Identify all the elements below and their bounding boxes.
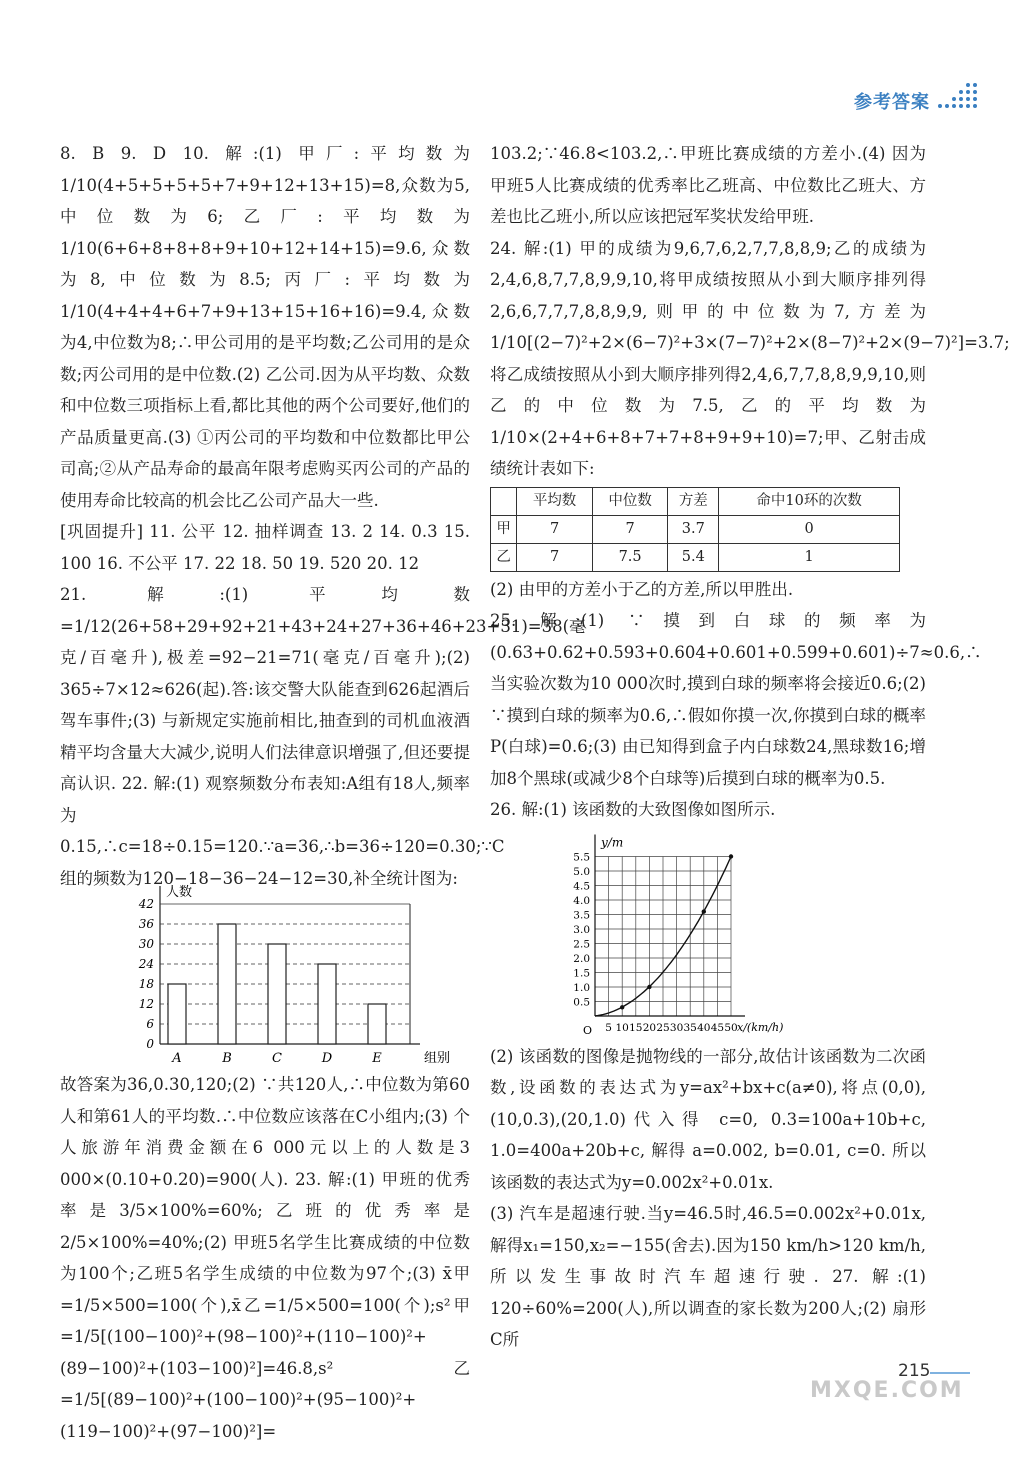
y-tick-label: 5.0 (573, 865, 590, 878)
score-table (490, 487, 900, 572)
table-header: 命中10环的次数 (719, 487, 900, 515)
y-tick-label: 24 (138, 957, 154, 971)
x-tick-label: 15 (629, 1021, 643, 1034)
page-number-rule (930, 1372, 970, 1374)
answer-22-23: 故答案为36,0.30,120;(2) ∵共120人,∴中位数为第60人和第61人的平均数.∴中位数应该落在C小组内;(3) 个人旅游年消费金额在6 000元以上的人数是3 000×(0.10+0.20)=900(人). 23. 解:(1) 甲班的优秀率是3/5×100%=60%;乙班的优秀率是2/5×100%=40%;(2) 甲班5名学生比赛成绩的中位数为100个;乙班5名学生成绩的中位数为97个;(3) x̄甲=1/5×500=100(个),x̄乙=1/5×500=100(个);s²甲=1/5[(100−100)²+(98−100)²+(110−100)²+(89−100)²+(103−100)²]=46.8,s²乙=1/5[(89−100)²+(100−100)²+(95−100)²+(119−100)²+(97−100)²]= (60, 1075, 470, 1441)
y-tick-label: 3.5 (573, 909, 590, 921)
y-tick-label: 18 (138, 977, 154, 991)
answer-25: 25. 解:(1) ∵摸到白球的频率为(0.63+0.62+0.593+0.604+0.601+0.599+0.601)÷7≈0.6,∴当实验次数为10 000次时,摸到白球的频率将会接近0.6;(2) ∵摸到白球的频率为0.6,∴假如你摸一次,你摸到白球的概率P(白球)=0.6;(3) 由已知得到盒子内白球数24,黑球数16;增加8个黑球(或减少8个白球等)后摸到白球的概率为0.5. (490, 611, 982, 788)
answer-26-3-27: (3) 汽车是超速行驶.当y=46.5时,46.5=0.002x²+0.01x,解得x₁=150,x₂=−155(舍去).因为150 km/h>120 km/h,所以发生事故时汽车超速行驶. 27. 解:(1) 120÷60%=200(人),所以调查的家长数为200人;(2) 扇形C所 (490, 1204, 926, 1349)
x-tick-label: 30 (669, 1021, 684, 1034)
table-cell: 乙 (491, 543, 517, 571)
y-tick-label: 5.5 (573, 851, 590, 863)
bar-D (318, 964, 336, 1044)
table-cell: 7 (517, 543, 593, 571)
answer-8-10: 8. B 9. D 10. 解:(1) 甲厂:平均数为1/10(4+5+5+5+5+7+9+12+13+15)=8,众数为5,中位数为6;乙厂:平均数为1/10(6+6+8+8+8+9+10+12+14+15)=9.6,众数为8,中位数为8.5;丙厂:平均数为1/10(4+4+4+6+7+9+13+15+16+16)=9.4,众数为4,中位数为8;∴甲公司用的是平均数;乙公司用的是众数;丙公司用的是中位数.(2) 乙公司.因为从平均数、众数和中位数三项指标上看,都比其他的两个公司要好,他们的产品质量更高.(3) ①丙公司的平均数和中位数都比甲公司高;②从产品寿命的最高年限考虑购买丙公司的产品的使用寿命比较高的机会比乙公司产品大一些. (60, 144, 470, 510)
x-tick-label: 20 (642, 1021, 657, 1034)
header-dots-icon (934, 82, 982, 112)
x-tick-label: E (372, 1051, 382, 1066)
y-tick-label: 2.5 (573, 938, 590, 950)
table-cell: 7 (517, 515, 593, 543)
answer-24: 24. 解:(1) 甲的成绩为9,6,7,6,2,7,7,8,8,9;乙的成绩为2,4,6,8,7,7,8,9,9,10,将甲成绩按照从小到大顺序排列得2,6,6,7,7,7,8,8,9,9,则甲的中位数为7,方差为1/10[(2−7)²+2×(6−7)²+3×(7−7)²+2×(8−7)²+2×(9−7)²]=3.7;将乙成绩按照从小到大顺序排列得2,4,6,7,7,8,8,9,9,10,则乙的中位数为7.5,乙的平均数为1/10×(2+4+6+8+7+7+8+9+9+10)=7;甲、乙射击成绩统计表如下: (490, 238, 1010, 478)
watermark: MXQE.COM (810, 1378, 964, 1403)
answer-24-2: (2) 由甲的方差小于乙的方差,所以甲胜出. (490, 579, 794, 599)
y-tick-label: 6 (146, 1017, 154, 1031)
y-tick-label: 3.0 (573, 923, 590, 936)
right-column (490, 138, 1010, 1356)
header-title: 参考答案 (854, 92, 930, 113)
x-tick-label: 45 (710, 1021, 725, 1034)
x-tick-label: B (222, 1051, 232, 1066)
table-header: 方差 (668, 487, 719, 515)
x-tick-label: 50 (724, 1021, 738, 1034)
y-tick-label: 0 (146, 1037, 154, 1051)
table-row (491, 543, 900, 571)
table-cell: 1 (719, 543, 900, 571)
table-cell: 甲 (491, 515, 517, 543)
x-axis-label: 组别 (424, 1051, 451, 1066)
data-point (620, 1005, 624, 1009)
page-number: 215 (898, 1361, 931, 1381)
table-cell: 7.5 (592, 543, 668, 571)
table-header: 中位数 (592, 487, 668, 515)
x-tick-label: 25 (656, 1021, 670, 1034)
bar-E (368, 1004, 386, 1044)
table-cell: 7 (592, 515, 668, 543)
y-axis-label: y/m (601, 835, 624, 849)
y-tick-label: 36 (138, 917, 154, 931)
data-point (729, 854, 733, 858)
answer-26-2: (2) 该函数的图像是抛物线的一部分,故估计该函数为二次函数,设函数的表达式为y=ax²+bx+c(a≠0),将点(0,0),(10,0.3),(20,1.0)代入得 c=0, 0.3=100a+10b+c, 1.0=400a+20b+c, 解得 a=0.002, b=0.01, c=0. 所以该函数的表达式为y=0.002x²+0.01x. (490, 1046, 926, 1192)
origin-label: O (583, 1023, 593, 1037)
y-tick-label: 1.5 (573, 967, 590, 979)
line-chart (490, 826, 926, 1041)
x-tick-label: 10 (615, 1021, 629, 1034)
x-axis-label: x/(km/h) (737, 1020, 784, 1034)
table-header-row (491, 487, 900, 515)
bar-A (168, 984, 186, 1044)
y-tick-label: 12 (138, 997, 154, 1011)
x-tick-label: 5 (605, 1021, 612, 1034)
answer-21-22: 21. 解:(1) 平均数=1/12(26+58+29+92+21+43+24+27+36+46+23+31)=38(毫克/百毫升),极差=92−21=71(毫克/百毫升);(2) 365÷7×12≈626(起).答:该交警大队能查到626起酒后驾车事件;(3) 与新规定实施前相比,抽查到的司机血液酒精平均含量大大减少,说明人们法律意识增强了,但还要提高认识. 22. 解:(1) 观察频数分布表知:A组有18人,频率为0.15,∴c=18÷0.15=120.∵a=36,∴b=36÷120=0.30;∵C组的频数为120−18−36−24−12=30,补全统计图为: (60, 585, 586, 888)
y-tick-label: 4.5 (573, 880, 590, 892)
y-tick-label: 4.0 (573, 894, 590, 907)
x-tick-label: C (272, 1051, 282, 1066)
table-cell: 3.7 (668, 515, 719, 543)
x-tick-label: 35 (683, 1021, 697, 1034)
y-tick-label: 2.0 (573, 952, 590, 965)
y-tick-label: 30 (138, 937, 154, 951)
y-tick-label: 42 (138, 897, 154, 911)
y-tick-label: 1.0 (573, 981, 590, 994)
x-tick-label: 40 (697, 1021, 711, 1034)
bar-chart (60, 885, 470, 1069)
consolidation-answers: [巩固提升] 11. 公平 12. 抽样调查 13. 2 14. 0.3 15. 100 16. 不公平 17. 22 18. 50 19. 520 20. 12 (60, 522, 470, 573)
bar-C (268, 944, 286, 1044)
table-header: 平均数 (517, 487, 593, 515)
x-tick-label: D (321, 1051, 333, 1066)
data-point (702, 909, 706, 913)
answer-26: 26. 解:(1) 该函数的大致图像如图所示. (490, 800, 776, 819)
y-axis-label: 人数 (166, 885, 193, 900)
table-cell: 0 (719, 515, 900, 543)
table-cell: 5.4 (668, 543, 719, 571)
table-row (491, 515, 900, 543)
y-tick-label: 0.5 (573, 996, 590, 1008)
answer-23-cont: 103.2;∵46.8<103.2,∴甲班比赛成绩的方差小.(4) 因为甲班5人比赛成绩的优秀率比乙班高、中位数比乙班大、方差也比乙班小,所以应该把冠军奖状发给甲班. (490, 144, 926, 226)
x-tick-label: A (172, 1051, 182, 1066)
data-point (647, 984, 651, 988)
table-header (491, 487, 517, 515)
bar-B (218, 924, 236, 1044)
